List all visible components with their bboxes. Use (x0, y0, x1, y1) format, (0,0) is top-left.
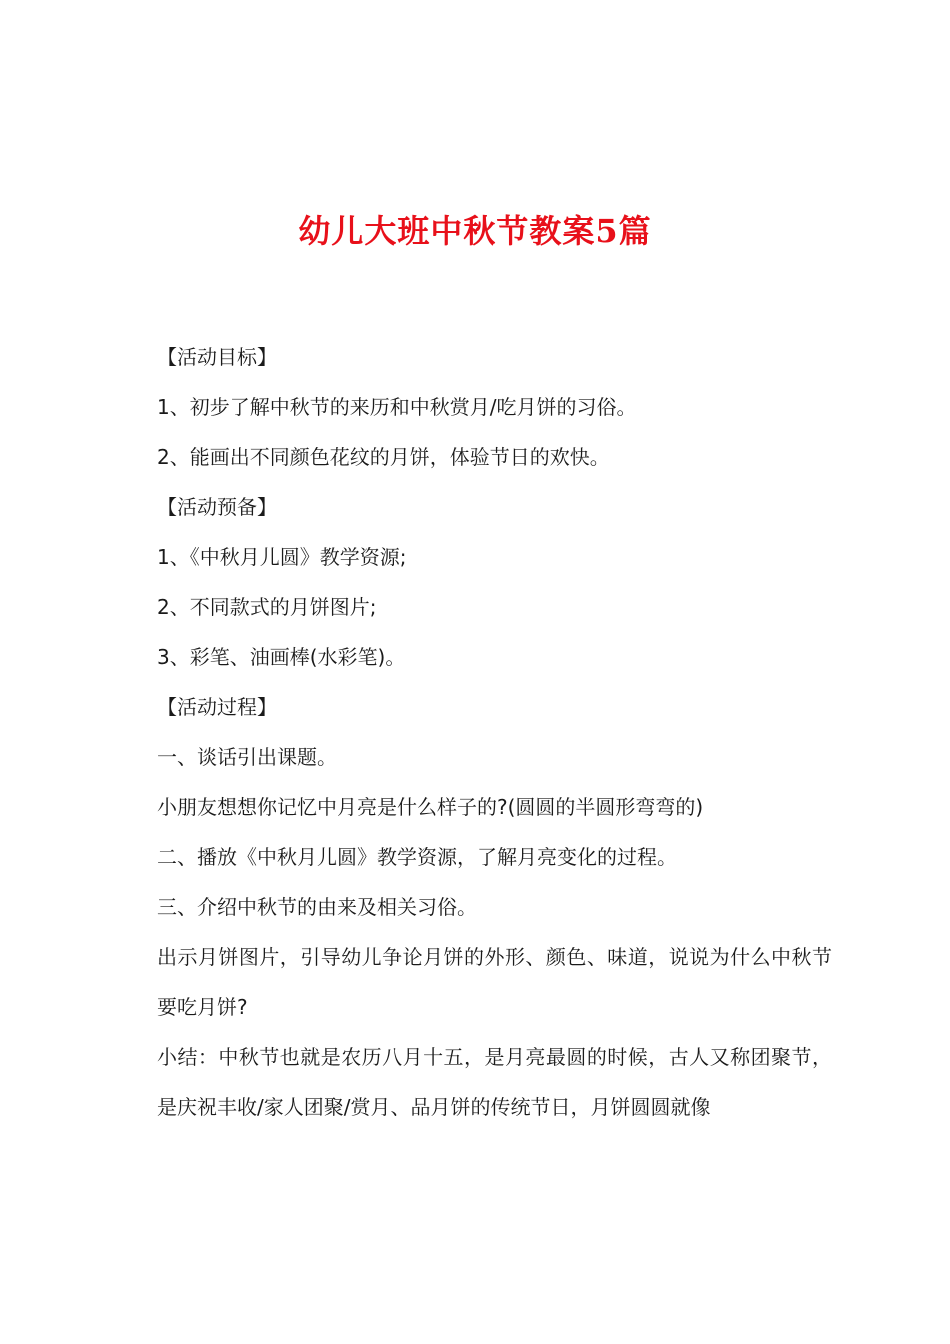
paragraph: 小结：中秋节也就是农历八月十五，是月亮最圆的时候，古人又称团聚节，是庆祝丰收/家人团聚/赏月、品月饼的传统节日，月饼圆圆就像 (157, 1045, 832, 1119)
section-heading-preparation: 【活动预备】 (157, 495, 277, 519)
section-heading-process: 【活动过程】 (157, 695, 277, 719)
paragraph: 1、初步了解中秋节的来历和中秋赏月/吃月饼的习俗。 (157, 395, 637, 419)
document-body (127, 332, 832, 1132)
paragraph: 三、介绍中秋节的由来及相关习俗。 (157, 895, 477, 919)
paragraph: 2、不同款式的月饼图片; (157, 595, 377, 619)
paragraph: 出示月饼图片，引导幼儿争论月饼的外形、颜色、味道，说说为什么中秋节要吃月饼? (157, 945, 832, 1019)
paragraph: 二、播放《中秋月儿圆》教学资源，了解月亮变化的过程。 (157, 845, 677, 869)
document-title: 幼儿大班中秋节教案5篇 (298, 212, 652, 250)
paragraph: 小朋友想想你记忆中月亮是什么样子的?(圆圆的半圆形弯弯的) (157, 795, 704, 819)
paragraph: 3、彩笔、油画棒(水彩笔)。 (157, 645, 406, 669)
section-heading-goals: 【活动目标】 (157, 345, 277, 369)
paragraph: 2、能画出不同颜色花纹的月饼，体验节日的欢快。 (157, 445, 610, 469)
paragraph: 一、谈话引出课题。 (157, 745, 337, 769)
paragraph: 1、《中秋月儿圆》教学资源; (157, 545, 407, 569)
